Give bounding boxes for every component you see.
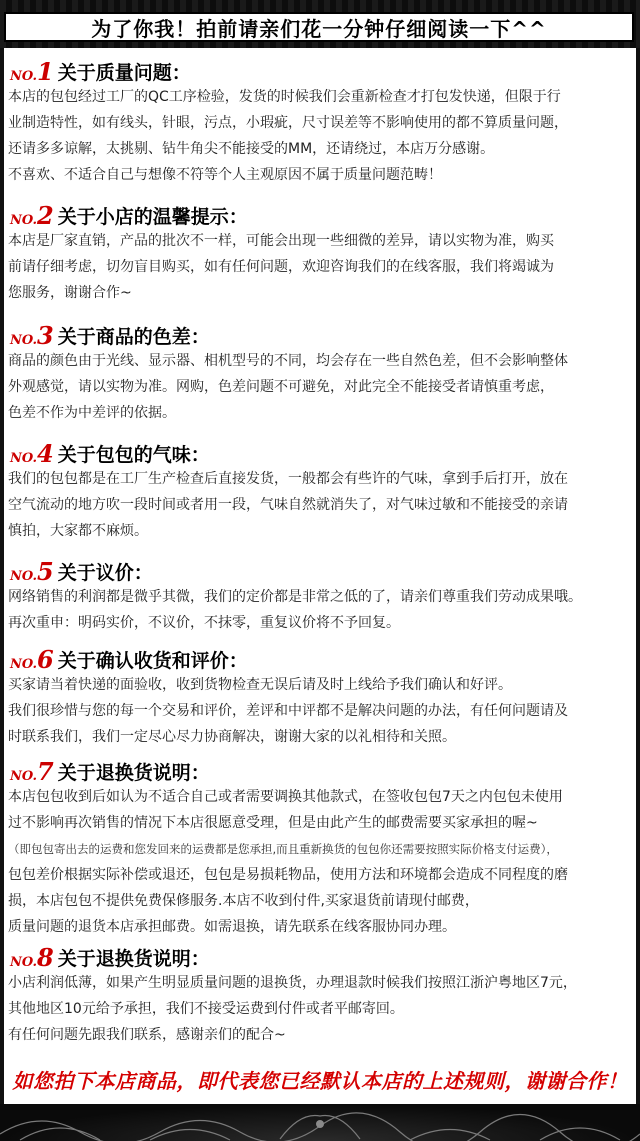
- section-number: NO. 5: [10, 557, 54, 586]
- text-line: 本店的包包经过工厂的QC工序检验，发货的时候我们会重新检查才打包发快递，但限于行: [8, 89, 561, 105]
- section-heading: NO. 3 关于商品的色差：: [10, 321, 210, 350]
- section-heading: NO. 7 关于退换货说明：: [10, 757, 210, 786]
- decorative-ornament: [0, 1104, 640, 1141]
- section-6: [4, 644, 636, 750]
- section-number: NO. 8: [10, 943, 54, 972]
- text-line: 业制造特性，如有线头，针眼，污点，小瑕疵，尺寸误差等不影响使用的都不算质量问题，: [8, 115, 568, 131]
- section-number: NO. 6: [10, 645, 54, 674]
- text-line: 包包差价根据实际补偿或退还，包包是易损耗物品，使用方法和环境都会造成不同程度的磨: [8, 867, 568, 883]
- text-line: 过不影响再次销售的情况下本店很愿意受理，但是由此产生的邮费需要买家承担的喔~: [8, 815, 538, 831]
- section-heading: NO. 6 关于确认收货和评价：: [10, 645, 248, 674]
- text-line: 本店是厂家直销，产品的批次不一样，可能会出现一些细微的差异，请以实物为准，购买: [8, 233, 554, 249]
- text-line: 色差不作为中差评的依据。: [8, 405, 176, 421]
- text-line: 其他地区10元给予承担，我们不接受运费到付件或者平邮寄回。: [8, 1001, 404, 1017]
- text-line: 本店包包收到后如认为不适合自己或者需要调换其他款式，在签收包包7天之内包包未使用: [8, 789, 563, 805]
- section-3: [4, 320, 636, 426]
- text-line: 买家请当着快递的面验收，收到货物检查无误后请及时上线给予我们确认和好评。: [8, 677, 512, 693]
- section-5: [4, 556, 636, 636]
- text-line: 慎拍，大家都不麻烦。: [8, 523, 148, 539]
- text-line: 商品的颜色由于光线、显示器、相机型号的不同，均会存在一些自然色差，但不会影响整体: [8, 353, 568, 369]
- text-line: 时联系我们，我们一定尽心尽力协商解决，谢谢大家的以礼相待和关照。: [8, 729, 456, 745]
- section-heading: NO. 4 关于包包的气味：: [10, 439, 210, 468]
- text-line: 外观感觉，请以实物为准。网购，色差问题不可避免，对此完全不能接受者请慎重考虑，: [8, 379, 554, 395]
- text-line: 损，本店包包不提供免费保修服务.本店不收到付件,买家退货前请现付邮费，: [8, 893, 479, 909]
- text-line: （即包包寄出去的运费和您发回来的运费都是您承担,而且重新换货的包包你还需要按照实际价格支付运费），: [8, 842, 558, 856]
- section-heading: NO. 1 关于质量问题：: [10, 57, 191, 86]
- footer-notice: [4, 1054, 636, 1104]
- text-line: 空气流动的地方吹一段时间或者用一段，气味自然就消失了，对气味过敏和不能接受的亲请: [8, 497, 568, 513]
- text-line: 我们的包包都是在工厂生产检查后直接发货，一般都会有些许的气味，拿到手后打开，放在: [8, 471, 568, 487]
- section-8: [4, 942, 636, 1048]
- text-line: 不喜欢、不适合自己与想像不符等个人主观原因不属于质量问题范畴！: [8, 167, 442, 183]
- section-heading: NO. 8 关于退换货说明：: [10, 943, 210, 972]
- section-1: [4, 56, 636, 188]
- notice-panel: [4, 48, 636, 1054]
- text-line: 还请多多谅解，太挑剔、钻牛角尖不能接受的MM，还请绕过，本店万分感谢。: [8, 141, 495, 157]
- text-line: 我们很珍惜与您的每一个交易和评价，差评和中评都不是解决问题的办法，有任何问题请及: [8, 703, 568, 719]
- text-line: 小店利润低薄，如果产生明显质量问题的退换货，办理退款时候我们按照江浙沪粤地区7元，: [8, 975, 577, 991]
- section-4: [4, 438, 636, 544]
- section-number: NO. 4: [10, 439, 54, 468]
- text-line: 有任何问题先跟我们联系，感谢亲们的配合~: [8, 1027, 286, 1043]
- section-heading: NO. 5 关于议价：: [10, 557, 153, 586]
- page-title: 为了你我！拍前请亲们花一分钟仔细阅读一下^^: [4, 12, 634, 42]
- section-number: NO. 2: [10, 201, 54, 230]
- text-line: 前请仔细考虑，切勿盲目购买，如有任何问题，欢迎咨询我们的在线客服，我们将竭诚为: [8, 259, 554, 275]
- text-line: 质量问题的退货本店承担邮费。如需退换，请先联系在线客服协同办理。: [8, 919, 456, 935]
- text-line: 再次重申：明码实价，不议价，不抹零，重复议价将不予回复。: [8, 615, 400, 631]
- section-heading: NO. 2 关于小店的温馨提示：: [10, 201, 248, 230]
- section-2: [4, 200, 636, 306]
- section-number: NO. 7: [10, 757, 54, 786]
- text-line: 您服务，谢谢合作~: [8, 285, 132, 301]
- section-number: NO. 1: [10, 57, 54, 86]
- text-line: 网络销售的利润都是微乎其微，我们的定价都是非常之低的了，请亲们尊重我们劳动成果哦。: [8, 589, 582, 605]
- ornament-pattern-icon: [0, 1104, 640, 1141]
- footer-text: 如您拍下本店商品，即代表您已经默认本店的上述规则，谢谢合作！: [12, 1068, 628, 1093]
- section-7: [4, 756, 636, 940]
- section-number: NO. 3: [10, 321, 54, 350]
